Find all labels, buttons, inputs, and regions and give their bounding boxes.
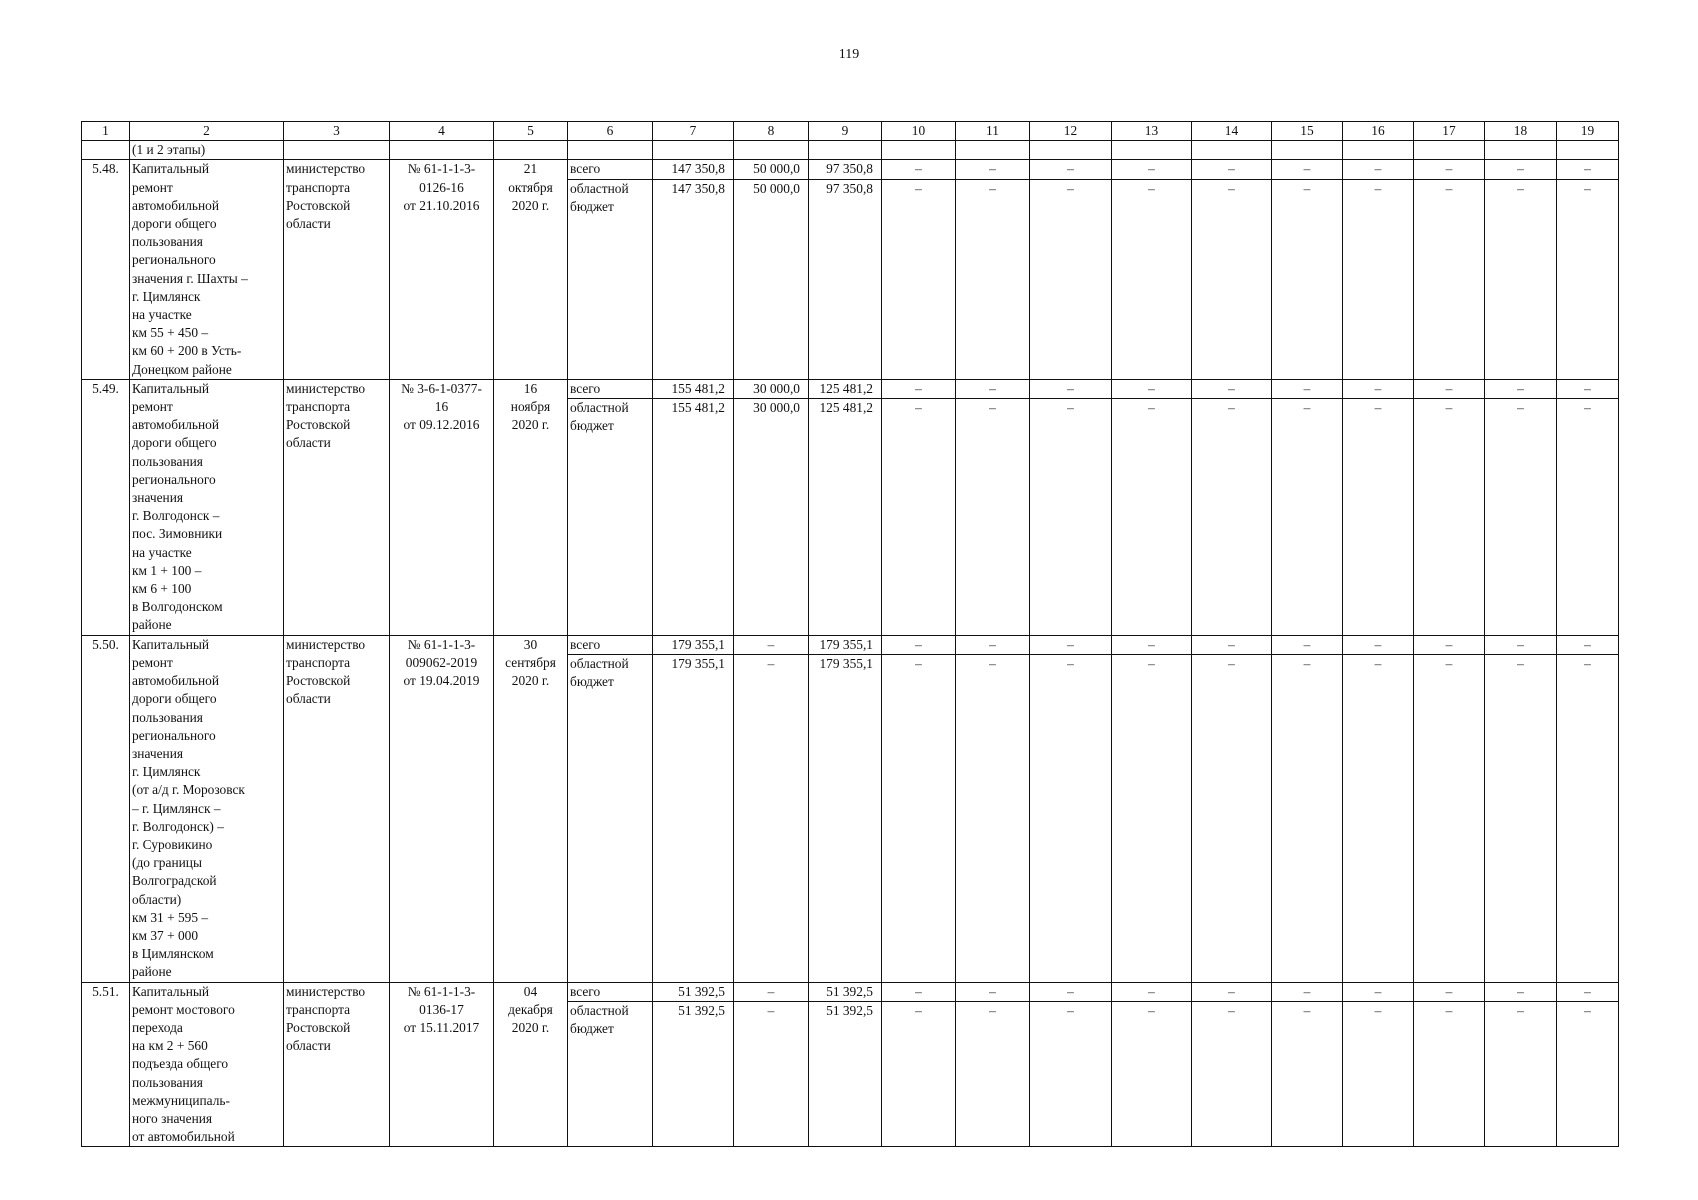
amount-col12: – — [1030, 1001, 1112, 1147]
amount-col7: 51 392,5 — [653, 982, 734, 1001]
amount-col10: – — [882, 982, 956, 1001]
table-row — [82, 160, 1619, 179]
amount-col12: – — [1030, 399, 1112, 636]
amount-col9: 125 481,2 — [809, 379, 882, 398]
continuation-text: (1 и 2 этапы) — [130, 141, 284, 160]
amount-col16: – — [1343, 1001, 1414, 1147]
funding-source: всего — [568, 982, 653, 1001]
amount-col17: – — [1414, 654, 1485, 982]
amount-col13: – — [1112, 654, 1192, 982]
item-rows — [82, 160, 1619, 1147]
amount-col9: 179 355,1 — [809, 654, 882, 982]
amount-col10: – — [882, 1001, 956, 1147]
amount-col9: 125 481,2 — [809, 399, 882, 636]
column-number: 6 — [568, 122, 653, 141]
column-number: 13 — [1112, 122, 1192, 141]
amount-col18: – — [1485, 635, 1557, 654]
funding-source: областной бюджет — [568, 399, 653, 636]
amount-col16: – — [1343, 654, 1414, 982]
column-number: 12 — [1030, 122, 1112, 141]
funding-source: всего — [568, 379, 653, 398]
completion-date: 30 сентября 2020 г. — [494, 635, 568, 982]
expertise-permit: № 61-1-1-3- 009062-2019 от 19.04.2019 — [390, 635, 494, 982]
funding-source: областной бюджет — [568, 1001, 653, 1147]
amount-col18: – — [1485, 160, 1557, 179]
column-number: 4 — [390, 122, 494, 141]
budget-table — [81, 121, 1619, 1147]
amount-col13: – — [1112, 379, 1192, 398]
column-number: 17 — [1414, 122, 1485, 141]
amount-col18: – — [1485, 1001, 1557, 1147]
amount-col18: – — [1485, 179, 1557, 379]
table-row — [82, 635, 1619, 654]
amount-col18: – — [1485, 982, 1557, 1001]
amount-col10: – — [882, 379, 956, 398]
amount-col9: 97 350,8 — [809, 160, 882, 179]
amount-col14: – — [1192, 1001, 1272, 1147]
amount-col13: – — [1112, 179, 1192, 379]
amount-col15: – — [1272, 635, 1343, 654]
object-name: Капитальный ремонт мостового перехода на км 2 + 560 подъезда общего пользования межмуниципаль- ного значения от автомобильной — [130, 982, 284, 1147]
amount-col19: – — [1557, 179, 1619, 379]
amount-col15: – — [1272, 179, 1343, 379]
amount-col8: 50 000,0 — [734, 160, 809, 179]
amount-col13: – — [1112, 399, 1192, 636]
amount-col16: – — [1343, 982, 1414, 1001]
amount-col14: – — [1192, 379, 1272, 398]
amount-col8: 30 000,0 — [734, 399, 809, 636]
object-name: Капитальный ремонт автомобильной дороги общего пользования регионального значения г. Шахты – г. Цимлянск на участке км 55 + 450 – км 60 + 200 в Усть- Донецком районе — [130, 160, 284, 379]
amount-col12: – — [1030, 982, 1112, 1001]
amount-col16: – — [1343, 635, 1414, 654]
amount-col14: – — [1192, 179, 1272, 379]
amount-col16: – — [1343, 179, 1414, 379]
amount-col13: – — [1112, 635, 1192, 654]
amount-col9: 51 392,5 — [809, 1001, 882, 1147]
amount-col9: 97 350,8 — [809, 179, 882, 379]
amount-col11: – — [956, 399, 1030, 636]
column-number: 2 — [130, 122, 284, 141]
amount-col19: – — [1557, 399, 1619, 636]
column-number: 5 — [494, 122, 568, 141]
amount-col15: – — [1272, 379, 1343, 398]
amount-col11: – — [956, 179, 1030, 379]
amount-col15: – — [1272, 982, 1343, 1001]
column-number: 18 — [1485, 122, 1557, 141]
amount-col8: – — [734, 635, 809, 654]
amount-col7: 155 481,2 — [653, 379, 734, 398]
amount-col18: – — [1485, 654, 1557, 982]
amount-col18: – — [1485, 399, 1557, 636]
amount-col9: 51 392,5 — [809, 982, 882, 1001]
amount-col9: 179 355,1 — [809, 635, 882, 654]
amount-col11: – — [956, 160, 1030, 179]
amount-col8: 50 000,0 — [734, 179, 809, 379]
amount-col14: – — [1192, 982, 1272, 1001]
object-name: Капитальный ремонт автомобильной дороги общего пользования регионального значения г. Волгодонск – пос. Зимовники на участке км 1 + 100 – км 6 + 100 в Волгодонском районе — [130, 379, 284, 635]
table-row — [82, 982, 1619, 1001]
column-number: 15 — [1272, 122, 1343, 141]
amount-col15: – — [1272, 1001, 1343, 1147]
item-number: 5.48. — [82, 160, 130, 379]
customer: министерство транспорта Ростовской области — [284, 379, 390, 635]
amount-col15: – — [1272, 399, 1343, 636]
funding-source: областной бюджет — [568, 654, 653, 982]
funding-source: всего — [568, 635, 653, 654]
amount-col7: 179 355,1 — [653, 635, 734, 654]
item-number: 5.50. — [82, 635, 130, 982]
amount-col19: – — [1557, 635, 1619, 654]
amount-col10: – — [882, 179, 956, 379]
amount-col11: – — [956, 654, 1030, 982]
column-number: 3 — [284, 122, 390, 141]
amount-col10: – — [882, 160, 956, 179]
amount-col10: – — [882, 635, 956, 654]
amount-col19: – — [1557, 160, 1619, 179]
amount-col11: – — [956, 379, 1030, 398]
amount-col8: – — [734, 982, 809, 1001]
amount-col15: – — [1272, 160, 1343, 179]
customer: министерство транспорта Ростовской области — [284, 982, 390, 1147]
amount-col13: – — [1112, 1001, 1192, 1147]
amount-col14: – — [1192, 635, 1272, 654]
amount-col7: 179 355,1 — [653, 654, 734, 982]
amount-col14: – — [1192, 160, 1272, 179]
amount-col16: – — [1343, 379, 1414, 398]
completion-date: 04 декабря 2020 г. — [494, 982, 568, 1147]
column-number: 7 — [653, 122, 734, 141]
expertise-permit: № 3-6-1-0377- 16 от 09.12.2016 — [390, 379, 494, 635]
amount-col8: 30 000,0 — [734, 379, 809, 398]
amount-col17: – — [1414, 635, 1485, 654]
completion-date: 16 ноября 2020 г. — [494, 379, 568, 635]
amount-col18: – — [1485, 379, 1557, 398]
customer: министерство транспорта Ростовской области — [284, 160, 390, 379]
amount-col17: – — [1414, 379, 1485, 398]
amount-col17: – — [1414, 982, 1485, 1001]
column-number: 9 — [809, 122, 882, 141]
amount-col16: – — [1343, 160, 1414, 179]
amount-col17: – — [1414, 1001, 1485, 1147]
amount-col14: – — [1192, 399, 1272, 636]
table-row — [82, 379, 1619, 398]
continuation-row — [82, 141, 1619, 160]
customer: министерство транспорта Ростовской области — [284, 635, 390, 982]
column-number: 11 — [956, 122, 1030, 141]
amount-col15: – — [1272, 654, 1343, 982]
completion-date: 21 октября 2020 г. — [494, 160, 568, 379]
amount-col13: – — [1112, 982, 1192, 1001]
column-number-row — [82, 122, 1619, 141]
column-number: 14 — [1192, 122, 1272, 141]
amount-col19: – — [1557, 982, 1619, 1001]
amount-col12: – — [1030, 379, 1112, 398]
column-number: 10 — [882, 122, 956, 141]
amount-col17: – — [1414, 160, 1485, 179]
amount-col11: – — [956, 982, 1030, 1001]
amount-col12: – — [1030, 160, 1112, 179]
amount-col17: – — [1414, 399, 1485, 636]
item-number: 5.49. — [82, 379, 130, 635]
amount-col19: – — [1557, 1001, 1619, 1147]
amount-col13: – — [1112, 160, 1192, 179]
amount-col7: 147 350,8 — [653, 160, 734, 179]
funding-source: всего — [568, 160, 653, 179]
amount-col16: – — [1343, 399, 1414, 636]
page-number: 119 — [838, 47, 860, 62]
amount-col11: – — [956, 635, 1030, 654]
amount-col14: – — [1192, 654, 1272, 982]
expertise-permit: № 61-1-1-3- 0126-16 от 21.10.2016 — [390, 160, 494, 379]
amount-col8: – — [734, 1001, 809, 1147]
amount-col19: – — [1557, 379, 1619, 398]
column-number: 16 — [1343, 122, 1414, 141]
amount-col10: – — [882, 399, 956, 636]
amount-col10: – — [882, 654, 956, 982]
amount-col12: – — [1030, 635, 1112, 654]
amount-col8: – — [734, 654, 809, 982]
amount-col17: – — [1414, 179, 1485, 379]
amount-col7: 155 481,2 — [653, 399, 734, 636]
amount-col7: 147 350,8 — [653, 179, 734, 379]
amount-col19: – — [1557, 654, 1619, 982]
amount-col7: 51 392,5 — [653, 1001, 734, 1147]
column-number: 19 — [1557, 122, 1619, 141]
item-number: 5.51. — [82, 982, 130, 1147]
amount-col12: – — [1030, 654, 1112, 982]
object-name: Капитальный ремонт автомобильной дороги общего пользования регионального значения г. Цимлянск (от а/д г. Морозовск – г. Цимлянск – г. Волгодонск) – г. Суровикино (до границы Волгоградской области) км 31 + 595 – км 37 + 000 в Цимлянском районе — [130, 635, 284, 982]
column-number: 8 — [734, 122, 809, 141]
funding-source: областной бюджет — [568, 179, 653, 379]
expertise-permit: № 61-1-1-3- 0136-17 от 15.11.2017 — [390, 982, 494, 1147]
amount-col11: – — [956, 1001, 1030, 1147]
column-number: 1 — [82, 122, 130, 141]
amount-col12: – — [1030, 179, 1112, 379]
